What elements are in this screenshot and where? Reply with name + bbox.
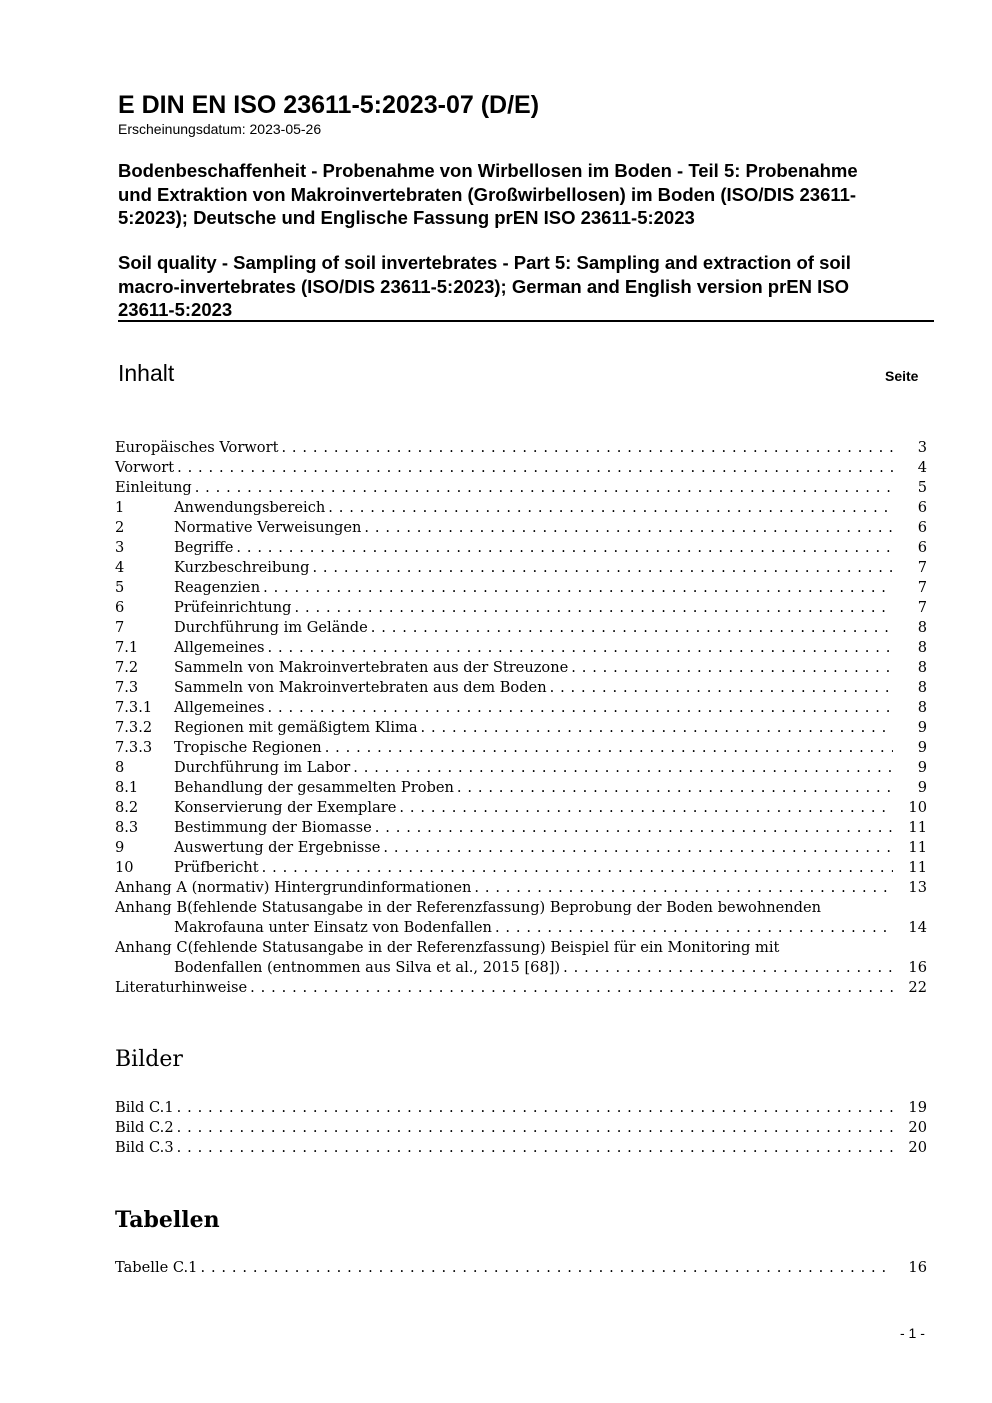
- dot-leader: [174, 458, 893, 478]
- toc-entry-label: Prüfeinrichtung: [174, 599, 292, 616]
- dot-leader: [350, 758, 893, 778]
- toc-entry-label: Normative Verweisungen: [174, 519, 362, 536]
- toc-entry[interactable]: [115, 838, 927, 858]
- toc-entry-label: Tropische Regionen: [174, 739, 322, 756]
- toc-entry-label: Anhang A (normativ) Hintergrundinformationen: [115, 879, 472, 896]
- toc-entry-page: 9: [917, 759, 927, 776]
- toc-entry-number: 7.3.2: [115, 719, 153, 736]
- toc-entry-number: 4: [115, 559, 125, 576]
- toc-entry-annex-c-line1[interactable]: [115, 938, 927, 958]
- dot-leader: [265, 638, 893, 658]
- toc-entry-page: 8: [917, 639, 927, 656]
- toc-entry-number: 7.2: [115, 659, 139, 676]
- title-english-line: Soil quality - Sampling of soil invertebrates - Part 5: Sampling and extraction of soil: [118, 252, 851, 273]
- toc-entry-number: 7.1: [115, 639, 139, 656]
- page-number: - 1 -: [900, 1325, 925, 1341]
- toc-entry-label: Einleitung: [115, 479, 192, 496]
- toc-entry-label: Tabelle C.1: [115, 1259, 198, 1276]
- toc-entry-label: Bild C.3: [115, 1139, 174, 1156]
- toc-entry[interactable]: [115, 678, 927, 698]
- publication-date: Erscheinungsdatum: 2023-05-26: [118, 121, 322, 137]
- toc-entry-label: Bild C.1: [115, 1099, 174, 1116]
- dot-leader: [259, 858, 893, 878]
- dot-leader: [174, 1098, 893, 1118]
- toc-entry-page: 7: [917, 579, 927, 596]
- dot-leader: [418, 718, 893, 738]
- toc-entry[interactable]: [115, 698, 927, 718]
- toc-entry-label: Durchführung im Gelände: [174, 619, 368, 636]
- toc-entry-number: 1: [115, 499, 125, 516]
- toc-entry-page: 14: [908, 919, 927, 936]
- toc-entry-page: 19: [908, 1099, 927, 1116]
- dot-leader: [265, 698, 893, 718]
- table-of-contents: [115, 438, 927, 998]
- title-english-line: 23611-5:2023: [118, 299, 233, 320]
- toc-entry-page: 9: [917, 779, 927, 796]
- toc-entry[interactable]: [115, 818, 927, 838]
- dot-leader: [547, 678, 893, 698]
- toc-entry-page: 11: [908, 859, 927, 876]
- toc-entry-number: 8.2: [115, 799, 139, 816]
- toc-entry-number: 7.3: [115, 679, 139, 696]
- toc-entry[interactable]: [115, 718, 927, 738]
- toc-entry-label: Prüfbericht: [174, 859, 259, 876]
- toc-entry-number: 2: [115, 519, 125, 536]
- toc-entry-page: 7: [917, 599, 927, 616]
- toc-entry-label: Durchführung im Labor: [174, 759, 351, 776]
- toc-entry-page: 5: [917, 479, 927, 496]
- toc-entry-label: Bestimmung der Biomasse: [174, 819, 372, 836]
- toc-entry-page: 6: [917, 519, 927, 536]
- dot-leader: [361, 518, 893, 538]
- tables-heading: Tabellen: [115, 1207, 220, 1233]
- title-english: [118, 251, 933, 322]
- toc-entry[interactable]: [115, 798, 927, 818]
- toc-entry-label: Kurzbeschreibung: [174, 559, 310, 576]
- toc-entry-page: 9: [917, 719, 927, 736]
- toc-entry[interactable]: [115, 658, 927, 678]
- toc-entry-number: 7.3.1: [115, 699, 153, 716]
- toc-entry-annex-c-line2[interactable]: [115, 958, 927, 978]
- dot-leader: [568, 658, 893, 678]
- toc-entry-page: 20: [908, 1119, 927, 1136]
- toc-entry-label: Auswertung der Ergebnisse: [174, 839, 381, 856]
- dot-leader: [292, 598, 893, 618]
- toc-entry[interactable]: [115, 458, 927, 478]
- toc-entry[interactable]: [115, 858, 927, 878]
- toc-entry-label: Anhang B(fehlende Statusangabe in der Referenzfassung) Beprobung der Boden bewohnenden: [115, 899, 822, 916]
- toc-entry-label: Europäisches Vorwort: [115, 439, 279, 456]
- figure-entry[interactable]: [115, 1138, 927, 1158]
- toc-entry-page: 3: [917, 439, 927, 456]
- dot-leader: [454, 778, 893, 798]
- toc-entry-label: Begriffe: [174, 539, 234, 556]
- toc-entry-page: 9: [917, 739, 927, 756]
- figure-entry[interactable]: [115, 1098, 927, 1118]
- toc-entry-page: 6: [917, 539, 927, 556]
- dot-leader: [309, 558, 893, 578]
- toc-entry-number: 8.1: [115, 779, 139, 796]
- toc-entry-page: 10: [908, 799, 927, 816]
- toc-entry-bibliography[interactable]: [115, 978, 927, 998]
- toc-entry-page: 8: [917, 659, 927, 676]
- toc-entry-page: 7: [917, 559, 927, 576]
- toc-entry-number: 9: [115, 839, 125, 856]
- toc-entry[interactable]: [115, 478, 927, 498]
- title-divider: [118, 320, 934, 322]
- toc-entry-page: 6: [917, 499, 927, 516]
- dot-leader: [247, 978, 893, 998]
- dot-leader: [278, 438, 893, 458]
- toc-entry-label: Sammeln von Makroinvertebraten aus dem Boden: [174, 679, 547, 696]
- toc-entry-number: 7.3.3: [115, 739, 153, 756]
- figures-heading: Bilder: [115, 1047, 183, 1072]
- page-column-label: Seite: [885, 368, 919, 384]
- toc-entry-page: 8: [917, 619, 927, 636]
- toc-entry[interactable]: [115, 618, 927, 638]
- dot-leader: [233, 538, 893, 558]
- toc-entry-page: 11: [908, 819, 927, 836]
- list-of-tables: [115, 1258, 927, 1278]
- dot-leader: [174, 1118, 893, 1138]
- toc-entry-label: Literaturhinweise: [115, 979, 248, 996]
- toc-entry-label: Makrofauna unter Einsatz von Bodenfallen: [174, 919, 492, 936]
- toc-entry-page: 22: [908, 979, 927, 996]
- toc-entry[interactable]: [115, 578, 927, 598]
- toc-entry-page: 13: [908, 879, 927, 896]
- toc-entry-page: 8: [917, 679, 927, 696]
- dot-leader: [174, 1138, 893, 1158]
- toc-entry-number: 5: [115, 579, 125, 596]
- toc-entry-label: Bild C.2: [115, 1119, 174, 1136]
- toc-entry-label: Behandlung der gesammelten Proben: [174, 779, 454, 796]
- toc-entry-label: Regionen mit gemäßigtem Klima: [174, 719, 418, 736]
- toc-entry-number: 7: [115, 619, 125, 636]
- toc-entry[interactable]: [115, 518, 927, 538]
- toc-entry-page: 4: [917, 459, 927, 476]
- toc-entry-annex-a[interactable]: [115, 878, 927, 898]
- toc-entry-number: 10: [115, 859, 134, 876]
- dot-leader: [368, 618, 893, 638]
- toc-entry-number: 8: [115, 759, 125, 776]
- table-entry[interactable]: [115, 1258, 927, 1278]
- toc-entry-annex-b-line2[interactable]: [115, 918, 927, 938]
- toc-entry-label: Reagenzien: [174, 579, 261, 596]
- toc-entry[interactable]: [115, 438, 927, 458]
- toc-entry-label: Sammeln von Makroinvertebraten aus der Streuzone: [174, 659, 569, 676]
- document-title: E DIN EN ISO 23611-5:2023-07 (D/E): [118, 91, 540, 119]
- dot-leader: [471, 878, 893, 898]
- toc-entry[interactable]: [115, 738, 927, 758]
- toc-entry[interactable]: [115, 558, 927, 578]
- toc-entry-number: 3: [115, 539, 125, 556]
- toc-entry-number: 8.3: [115, 819, 139, 836]
- toc-entry-label: Anhang C(fehlende Statusangabe in der Referenzfassung) Beispiel für ein Monitoring mit: [115, 939, 780, 956]
- toc-entry-annex-b-line1[interactable]: [115, 898, 927, 918]
- toc-entry-number: 6: [115, 599, 125, 616]
- title-german-line: 5:2023); Deutsche und Englische Fassung prEN ISO 23611-5:2023: [118, 207, 695, 228]
- toc-entry-page: 8: [917, 699, 927, 716]
- toc-entry-page: 16: [908, 959, 927, 976]
- toc-entry[interactable]: [115, 758, 927, 778]
- dot-leader: [396, 798, 893, 818]
- toc-entry-page: 20: [908, 1139, 927, 1156]
- toc-entry[interactable]: [115, 538, 927, 558]
- dot-leader: [372, 818, 893, 838]
- dot-leader: [325, 498, 893, 518]
- toc-entry-label: Vorwort: [115, 459, 175, 476]
- toc-entry-label: Allgemeines: [174, 639, 265, 656]
- toc-entry[interactable]: [115, 638, 927, 658]
- dot-leader: [197, 1258, 893, 1278]
- dot-leader: [560, 958, 893, 978]
- toc-entry-label: Konservierung der Exemplare: [174, 799, 397, 816]
- toc-entry-page: 16: [908, 1259, 927, 1276]
- title-german-line: Bodenbeschaffenheit - Probenahme von Wirbellosen im Boden - Teil 5: Probenahme: [118, 160, 858, 181]
- list-of-figures: [115, 1098, 927, 1158]
- toc-entry[interactable]: [115, 598, 927, 618]
- toc-entry-label: Anwendungsbereich: [174, 499, 326, 516]
- figure-entry[interactable]: [115, 1118, 927, 1138]
- toc-entry-label: Bodenfallen (entnommen aus Silva et al., 2015 [68]): [174, 959, 561, 976]
- title-english-line: macro-invertebrates (ISO/DIS 23611-5:2023); German and English version prEN ISO: [118, 275, 850, 297]
- dot-leader: [380, 838, 893, 858]
- dot-leader: [492, 918, 893, 938]
- toc-entry-page: 11: [908, 839, 927, 856]
- toc-heading: Inhalt: [118, 360, 175, 386]
- title-german: [118, 159, 933, 230]
- dot-leader: [192, 478, 893, 498]
- toc-entry[interactable]: [115, 498, 927, 518]
- toc-entry[interactable]: [115, 778, 927, 798]
- dot-leader: [322, 738, 893, 758]
- toc-entry-label: Allgemeines: [174, 699, 265, 716]
- dot-leader: [260, 578, 893, 598]
- title-german-line: und Extraktion von Makroinvertebraten (Großwirbellosen) im Boden (ISO/DIS 23611-: [118, 183, 857, 205]
